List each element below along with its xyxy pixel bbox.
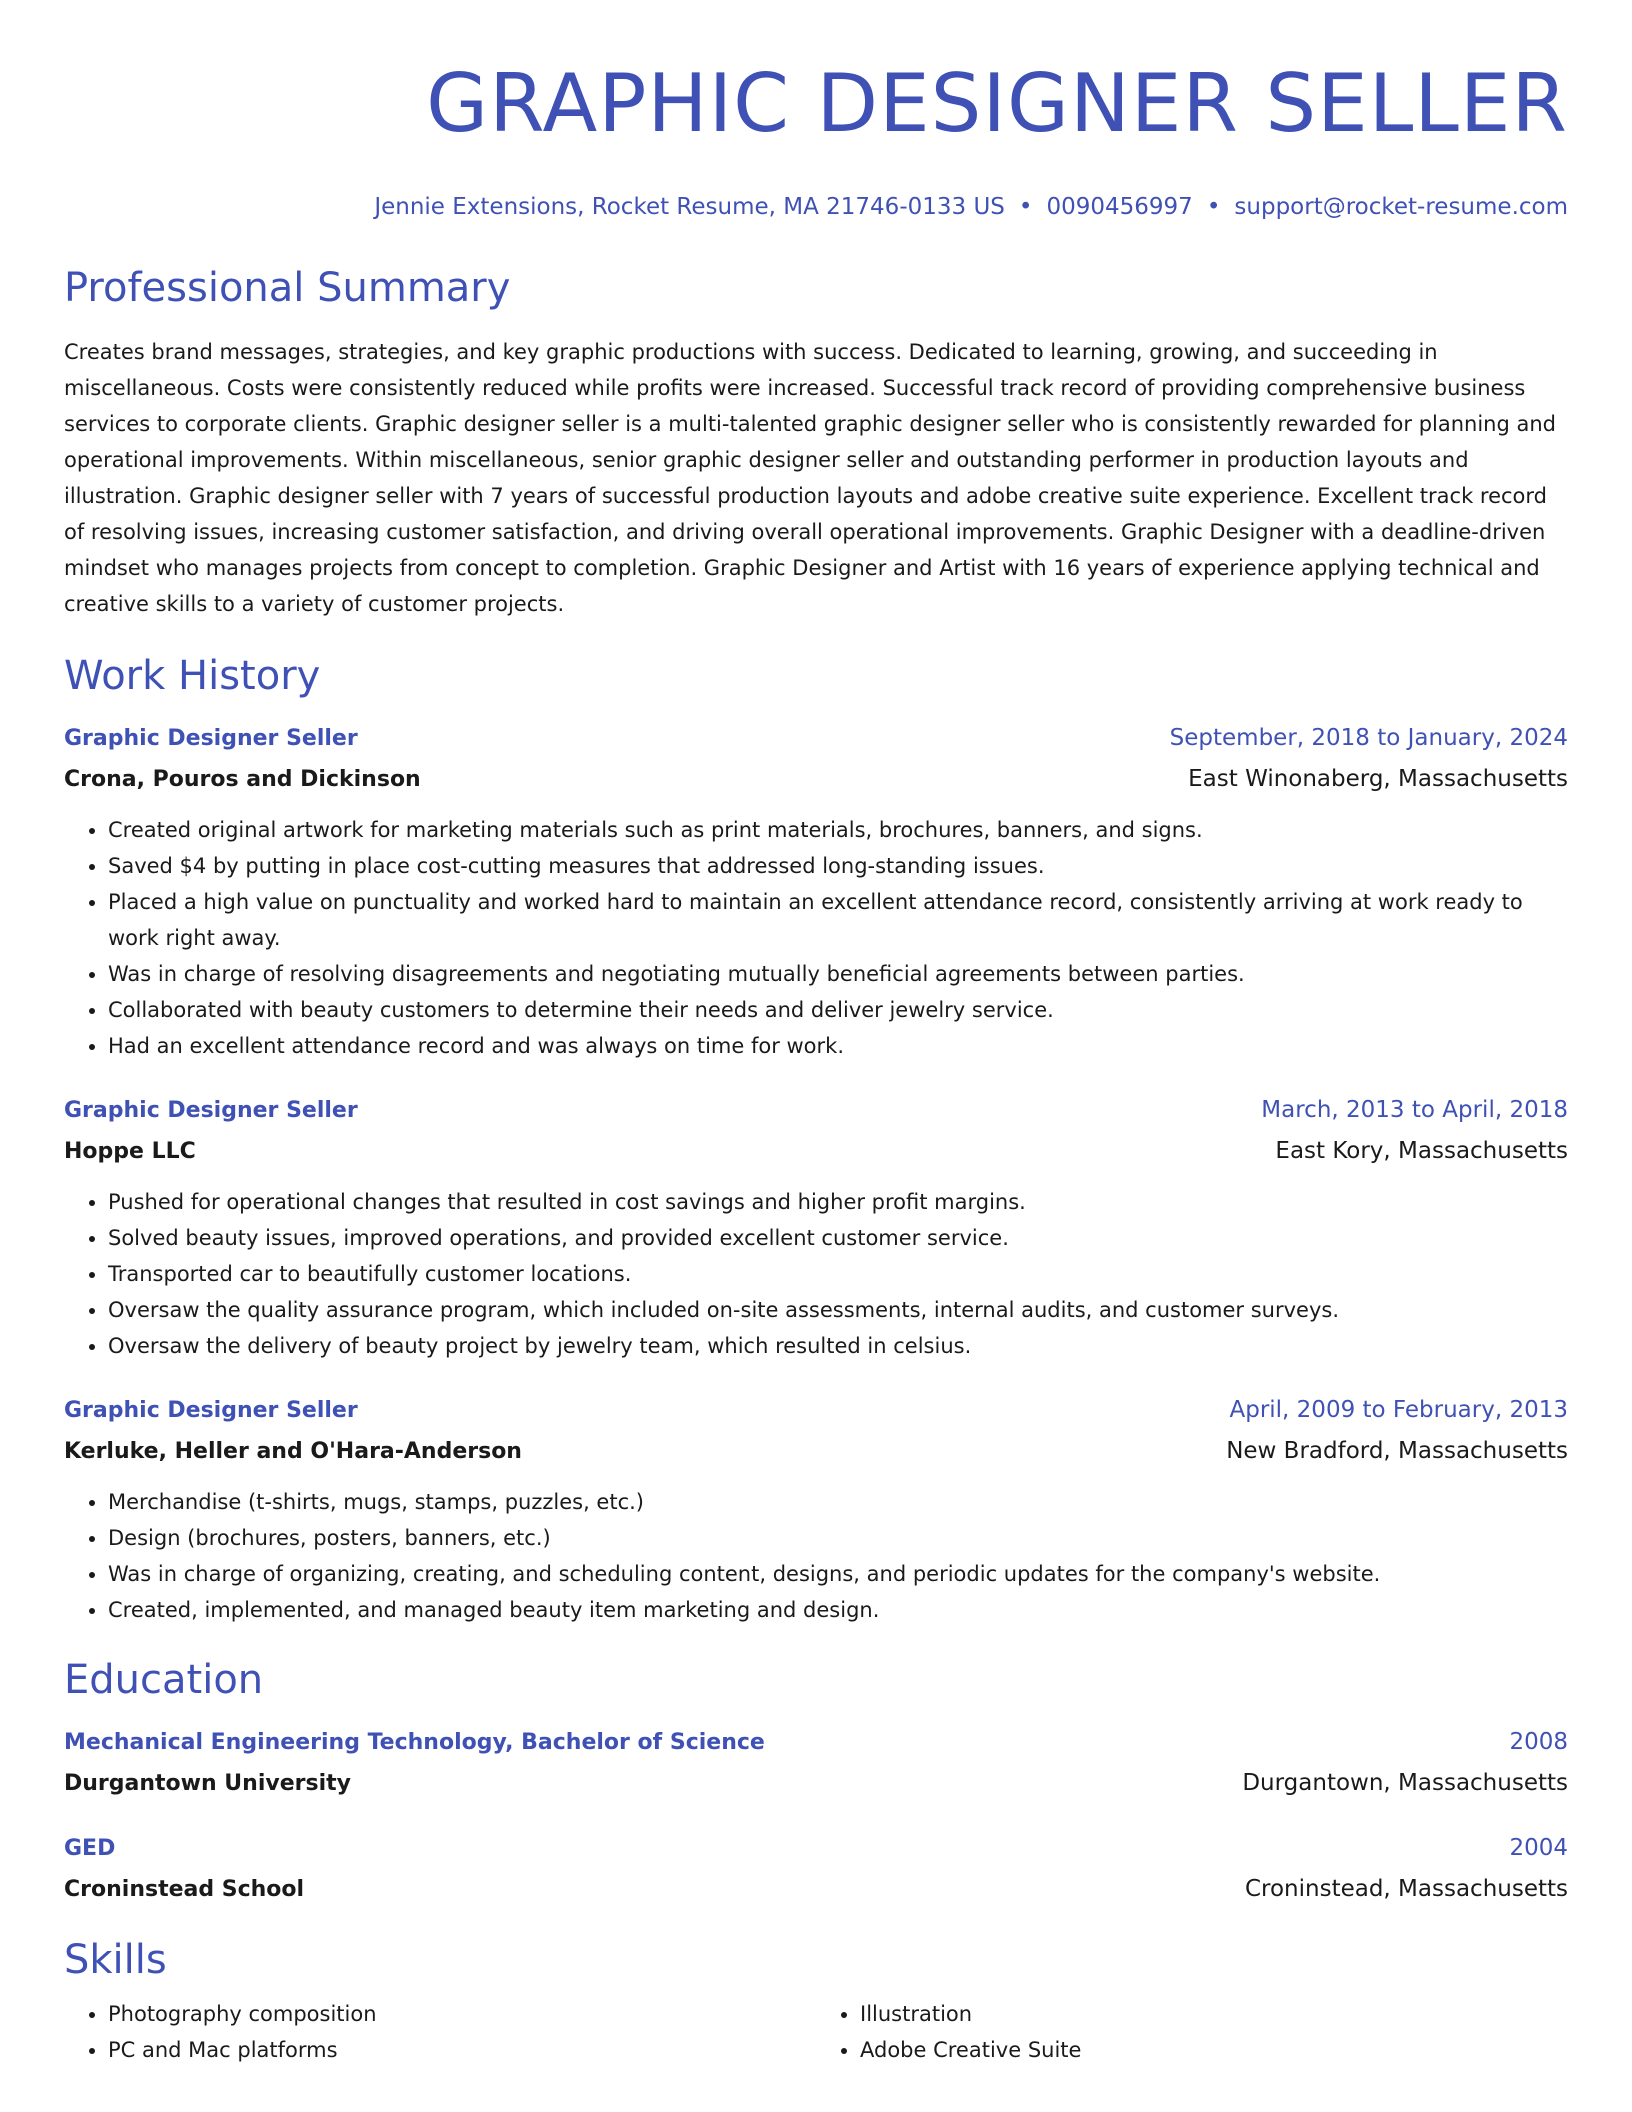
job-bullets <box>64 1484 1568 1628</box>
list-item: • Transported car to beautifully customer locations. <box>108 1256 1568 1292</box>
skills-column-left <box>64 1996 816 2068</box>
skill-item: • Adobe Creative Suite <box>860 2032 1568 2068</box>
job-location: New Bradford, Massachusetts <box>1226 1438 1568 1464</box>
list-item: • Was in charge of resolving disagreements and negotiating mutually beneficial agreements between parties. <box>108 956 1568 992</box>
job-dates: April, 2009 to February, 2013 <box>1229 1397 1568 1423</box>
job-bullets <box>64 812 1568 1064</box>
skill-item: • Illustration <box>860 1996 1568 2032</box>
contact-address: Jennie Extensions, Rocket Resume, MA 21746-0133 US <box>374 194 1005 220</box>
list-item: • Pushed for operational changes that resulted in cost savings and higher profit margins. <box>108 1184 1568 1220</box>
list-item: • Created, implemented, and managed beauty item marketing and design. <box>108 1592 1568 1628</box>
separator-dot: • <box>1018 194 1033 220</box>
job-entry <box>64 1394 1568 1628</box>
job-bullets <box>64 1184 1568 1364</box>
list-item: • Merchandise (t-shirts, mugs, stamps, puzzles, etc.) <box>108 1484 1568 1520</box>
list-item: • Oversaw the delivery of beauty project by jewelry team, which resulted in celsius. <box>108 1328 1568 1364</box>
job-entry <box>64 1094 1568 1364</box>
job-dates: March, 2013 to April, 2018 <box>1261 1097 1568 1123</box>
list-item: • Was in charge of organizing, creating, and scheduling content, designs, and periodic updates for the company's website. <box>108 1556 1568 1592</box>
job-location: East Winonaberg, Massachusetts <box>1188 766 1568 792</box>
resume-name: GRAPHIC DESIGNER SELLER <box>426 57 1568 150</box>
education-degree: GED <box>64 1836 116 1861</box>
list-item: • Collaborated with beauty customers to determine their needs and deliver jewelry service. <box>108 992 1568 1028</box>
contact-email[interactable]: support@rocket-resume.com <box>1234 194 1568 220</box>
separator-dot: • <box>1206 194 1221 220</box>
list-item: • Placed a high value on punctuality and worked hard to maintain an excellent attendance record, consistently arriving at work ready to work right away. <box>108 884 1568 956</box>
list-item: • Oversaw the quality assurance program, which included on-site assessments, internal audits, and customer surveys. <box>108 1292 1568 1328</box>
education-entry <box>64 1832 1568 1908</box>
job-entry <box>64 722 1568 1064</box>
job-role: Graphic Designer Seller <box>64 1398 358 1423</box>
skill-item: • Photography composition <box>108 1996 816 2032</box>
education-school: Croninstead School <box>64 1877 305 1902</box>
education-entry <box>64 1726 1568 1802</box>
skills-heading: Skills <box>64 1937 167 1983</box>
education-location: Croninstead, Massachusetts <box>1244 1876 1568 1902</box>
education-location: Durgantown, Massachusetts <box>1242 1770 1568 1796</box>
education-degree: Mechanical Engineering Technology, Bachelor of Science <box>64 1730 765 1755</box>
job-role: Graphic Designer Seller <box>64 1098 358 1123</box>
education-school: Durgantown University <box>64 1771 351 1796</box>
job-employer: Crona, Pouros and Dickinson <box>64 767 421 792</box>
skills-list <box>64 1996 1568 2068</box>
list-item: • Design (brochures, posters, banners, etc.) <box>108 1520 1568 1556</box>
summary-heading: Professional Summary <box>64 265 511 311</box>
skills-column-right <box>816 1996 1568 2068</box>
education-year: 2008 <box>1509 1729 1568 1755</box>
list-item: • Had an excellent attendance record and was always on time for work. <box>108 1028 1568 1064</box>
education-heading: Education <box>64 1657 264 1703</box>
job-role: Graphic Designer Seller <box>64 726 358 751</box>
skill-item: • PC and Mac platforms <box>108 2032 816 2068</box>
work-history-heading: Work History <box>64 653 321 699</box>
summary-text: Creates brand messages, strategies, and key graphic productions with success. Dedicated to learning, growing, and succeeding in miscellaneous. Costs were consistently reduced while profits were increased. Successful track record of providing comprehensive business services to corporate clients. Graphic designer seller is a multi-talented graphic designer seller who is consistently rewarded for planning and operational improvements. Within miscellaneous, senior graphic designer seller and outstanding performer in production layouts and illustration. Graphic designer seller with 7 years of successful production layouts and adobe creative suite experience. Excellent track record of resolving issues, increasing customer satisfaction, and driving overall operational improvements. Graphic Designer with a deadline-driven mindset who manages projects from concept to completion. Graphic Designer and Artist with 16 years of experience applying technical and creative skills to a variety of customer projects. <box>64 340 1557 616</box>
contact-phone: 0090456997 <box>1046 194 1193 220</box>
job-location: East Kory, Massachusetts <box>1275 1138 1568 1164</box>
list-item: • Saved $4 by putting in place cost-cutting measures that addressed long-standing issues. <box>108 848 1568 884</box>
list-item: • Created original artwork for marketing materials such as print materials, brochures, banners, and signs. <box>108 812 1568 848</box>
education-year: 2004 <box>1509 1835 1568 1861</box>
job-dates: September, 2018 to January, 2024 <box>1169 725 1568 751</box>
job-employer: Kerluke, Heller and O'Hara-Anderson <box>64 1439 522 1464</box>
list-item: • Solved beauty issues, improved operations, and provided excellent customer service. <box>108 1220 1568 1256</box>
contact-line <box>64 192 1568 222</box>
job-employer: Hoppe LLC <box>64 1139 196 1164</box>
